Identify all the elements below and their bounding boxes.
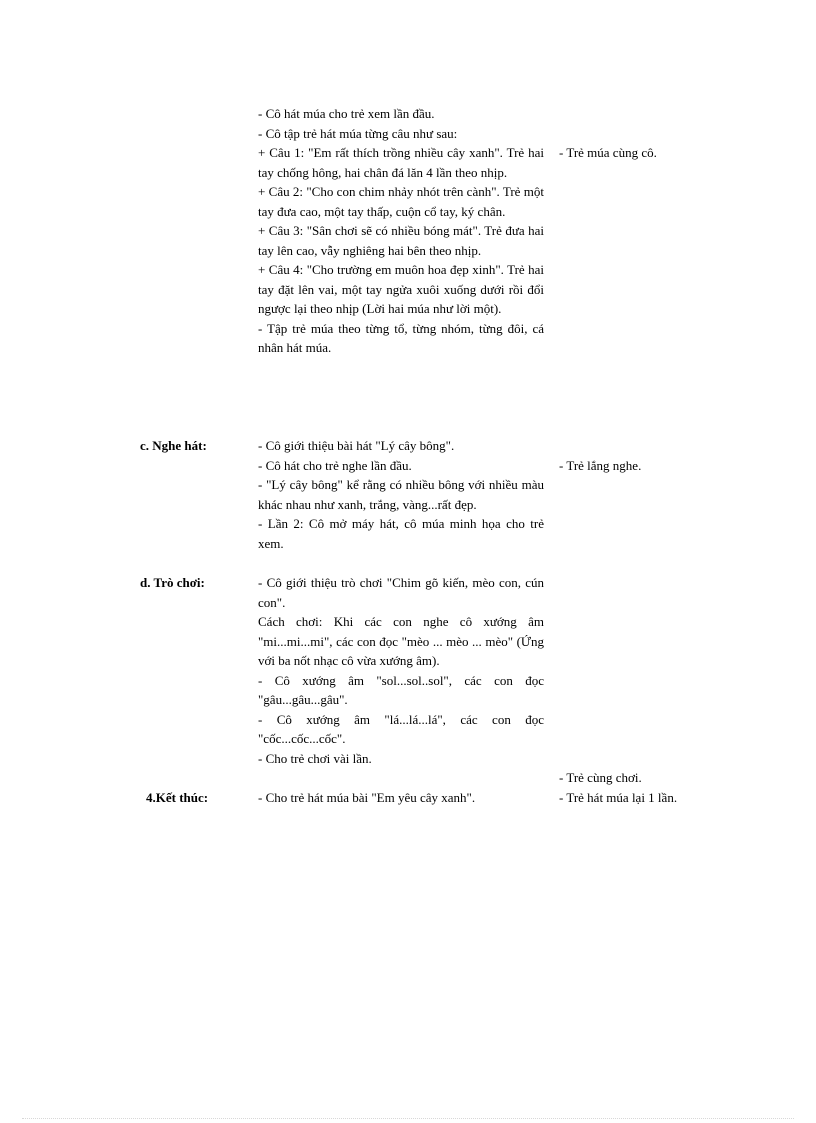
paragraph: + Câu 4: "Cho trường em muôn hoa đẹp xinh". Trẻ hai tay đặt lên vai, một tay ngửa xuôi xuống dưới rồi đổi ngược lại theo nhịp (Lời hai múa như lời một). [258, 262, 544, 316]
child-activity: - Trẻ hát múa lại 1 lần. [559, 790, 678, 805]
activity-column [258, 573, 544, 768]
child-activity: - Trẻ cùng chơi. [559, 770, 642, 785]
paragraph: - Cô giới thiệu bài hát "Lý cây bông". [258, 438, 455, 453]
paragraph: - Cho trẻ chơi vài lần. [258, 750, 372, 766]
activity-column [258, 436, 544, 553]
paragraph: - Lần 2: Cô mở máy hát, cô múa minh họa cho trẻ xem. [258, 516, 544, 551]
paragraph: Cách chơi: Khi các con nghe cô xướng âm "mi...mi...mi", các con đọc "mèo ... mèo ... mèo" (Ứng với ba nốt nhạc cô vừa xướng âm). [258, 614, 544, 668]
page-bottom-divider [22, 1118, 794, 1119]
section-label: c. Nghe hát: [140, 438, 207, 453]
child-activity: - Trẻ lắng nghe. [559, 458, 642, 473]
paragraph: - Cô giới thiệu trò chơi "Chim gõ kiến, mèo con, cún con". [258, 575, 544, 610]
paragraph: - Cô xướng âm "lá...lá...lá", các con đọc "cốc...cốc...cốc". [258, 711, 544, 746]
paragraph: + Câu 3: "Sân chơi sẽ có nhiều bóng mát". Trẻ đưa hai tay lên cao, vẫy nghiêng hai bên theo nhịp. [258, 223, 544, 258]
section-label: d. Trò chơi: [140, 575, 205, 590]
paragraph: - Tập trẻ múa theo từng tổ, từng nhóm, từng đôi, cá nhân hát múa. [258, 320, 544, 355]
paragraph: - Cô hát múa cho trẻ xem lần đầu. [258, 106, 435, 121]
paragraph: - Cô hát cho trẻ nghe lần đầu. [258, 457, 412, 473]
paragraph: - Cô xướng âm "sol...sol..sol", các con đọc "gâu...gâu...gâu". [258, 672, 544, 707]
paragraph: - Cô tập trẻ hát múa từng câu như sau: [258, 125, 458, 141]
paragraph: + Câu 2: "Cho con chim nhảy nhót trên cành". Trẻ một tay đưa cao, một tay thấp, cuộn cổ tay, ký chân. [258, 184, 544, 219]
paragraph: - Cho trẻ hát múa bài "Em yêu cây xanh". [258, 790, 476, 805]
activity-column [258, 788, 544, 808]
child-activity: - Trẻ múa cùng cô. [559, 145, 657, 160]
activity-column [258, 104, 544, 358]
paragraph: + Câu 1: "Em rất thích trồng nhiều cây xanh". Trẻ hai tay chống hông, hai chân đá lăn 4 lần theo nhịp. [258, 145, 544, 180]
section-label: 4.Kết thúc: [146, 790, 209, 805]
paragraph: - "Lý cây bông" kể rằng có nhiều bông với nhiều màu khác nhau như xanh, trắng, vàng...rất đẹp. [258, 477, 544, 512]
